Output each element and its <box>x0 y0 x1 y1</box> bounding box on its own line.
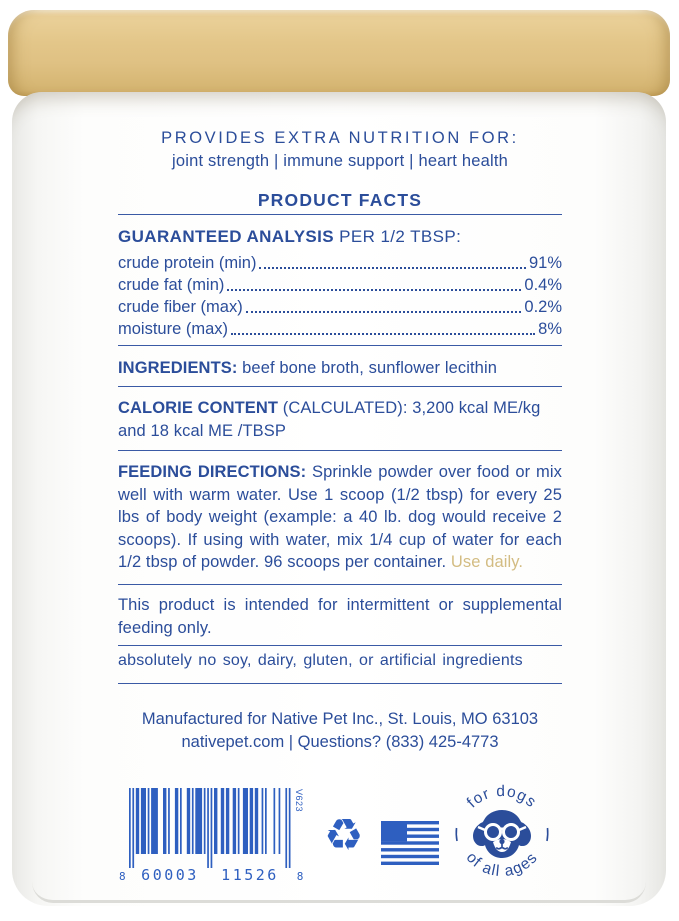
nutrition-header-block <box>118 129 562 171</box>
divider <box>118 214 562 215</box>
analysis-label: moisture (max) <box>118 320 229 338</box>
analysis-value: 8% <box>538 320 562 338</box>
badge-text-top: for dogs <box>463 782 540 812</box>
use-daily-highlight: Use daily. <box>450 553 524 571</box>
analysis-row <box>118 251 562 273</box>
analysis-label: crude fat (min) <box>118 276 225 294</box>
guaranteed-analysis-table <box>118 251 562 339</box>
divider <box>118 645 562 646</box>
ingredients-heading: INGREDIENTS: <box>118 359 238 377</box>
feeding-body: Sprinkle powder over food or mix well with warm water. Use 1 scoop (1/2 tbsp) for every 25 lbs of body weight (example: a 40 lb. dog would receive 2 scoops). If using with water, mix 1/4 cup of water for each 1/2 tbsp of powder. 96 scoops per container. <box>118 463 562 571</box>
feeding-heading: FEEDING DIRECTIONS: <box>118 463 307 481</box>
manufacturer-footer <box>118 708 562 753</box>
feeding-directions-section <box>118 461 562 574</box>
dot-leader <box>246 311 522 313</box>
divider <box>118 345 562 346</box>
ingredients-value: beef bone broth, sunflower lecithin <box>242 359 497 377</box>
divider <box>118 683 562 684</box>
contact-line: nativepet.com | Questions? (833) 425-4773 <box>181 732 499 751</box>
guaranteed-analysis-heading: GUARANTEED ANALYSIS <box>118 227 335 246</box>
guaranteed-analysis-title <box>118 227 562 247</box>
container-lid <box>8 10 670 96</box>
calorie-value: (CALCULATED): 3,200 kcal ME/kg and 18 kcal ME /TBSP <box>118 399 541 440</box>
free-from-claim: absolutely no soy, dairy, gluten, or artificial ingredients <box>118 652 523 669</box>
analysis-row <box>118 295 562 317</box>
upc-barcode <box>116 786 312 891</box>
analysis-value: 91% <box>528 254 562 272</box>
barcode-right-digit: 8 <box>296 870 304 883</box>
us-flag-icon <box>381 821 439 865</box>
ingredients-section <box>118 357 562 380</box>
nutrition-benefits: joint strength | immune support | heart health <box>171 152 509 170</box>
analysis-row <box>118 317 562 339</box>
manufacturer-line: Manufactured for Native Pet Inc., St. Louis, MO 63103 <box>141 710 539 728</box>
dot-leader <box>227 289 521 291</box>
barcode-group2: 11526 <box>221 866 279 884</box>
badge-right-dash <box>547 828 548 841</box>
analysis-value: 0.2% <box>524 298 562 316</box>
calorie-heading: CALORIE CONTENT <box>118 399 279 417</box>
barcode-version-code: V623 <box>294 789 304 813</box>
barcode-left-digit: 8 <box>119 870 126 883</box>
badge-left-dash <box>456 828 457 841</box>
svg-text:for dogs <box>464 783 540 811</box>
divider <box>118 386 562 387</box>
recycle-icon: ♻ <box>324 811 364 860</box>
for-dogs-badge <box>446 777 558 889</box>
dot-leader <box>259 267 525 269</box>
nutrition-header: PROVIDES EXTRA NUTRITION FOR: <box>161 129 519 147</box>
barcode-group1: 60003 <box>141 866 199 884</box>
barcode-bars <box>129 788 291 868</box>
supplemental-feeding-note: This product is intended for intermittent or supplemental feeding only. <box>118 596 562 637</box>
analysis-value: 0.4% <box>524 276 562 294</box>
product-facts-title: PRODUCT FACTS <box>257 190 423 210</box>
guaranteed-analysis-suffix: PER 1/2 TBSP: <box>339 227 462 246</box>
analysis-label: crude protein (min) <box>118 254 257 272</box>
dog-icon <box>472 810 532 858</box>
calorie-content-section <box>118 397 562 442</box>
dot-leader <box>231 333 535 335</box>
analysis-label: crude fiber (max) <box>118 298 243 316</box>
badge-text-bottom: of all ages <box>462 849 542 881</box>
divider <box>118 584 562 585</box>
analysis-row <box>118 273 562 295</box>
divider <box>118 450 562 451</box>
